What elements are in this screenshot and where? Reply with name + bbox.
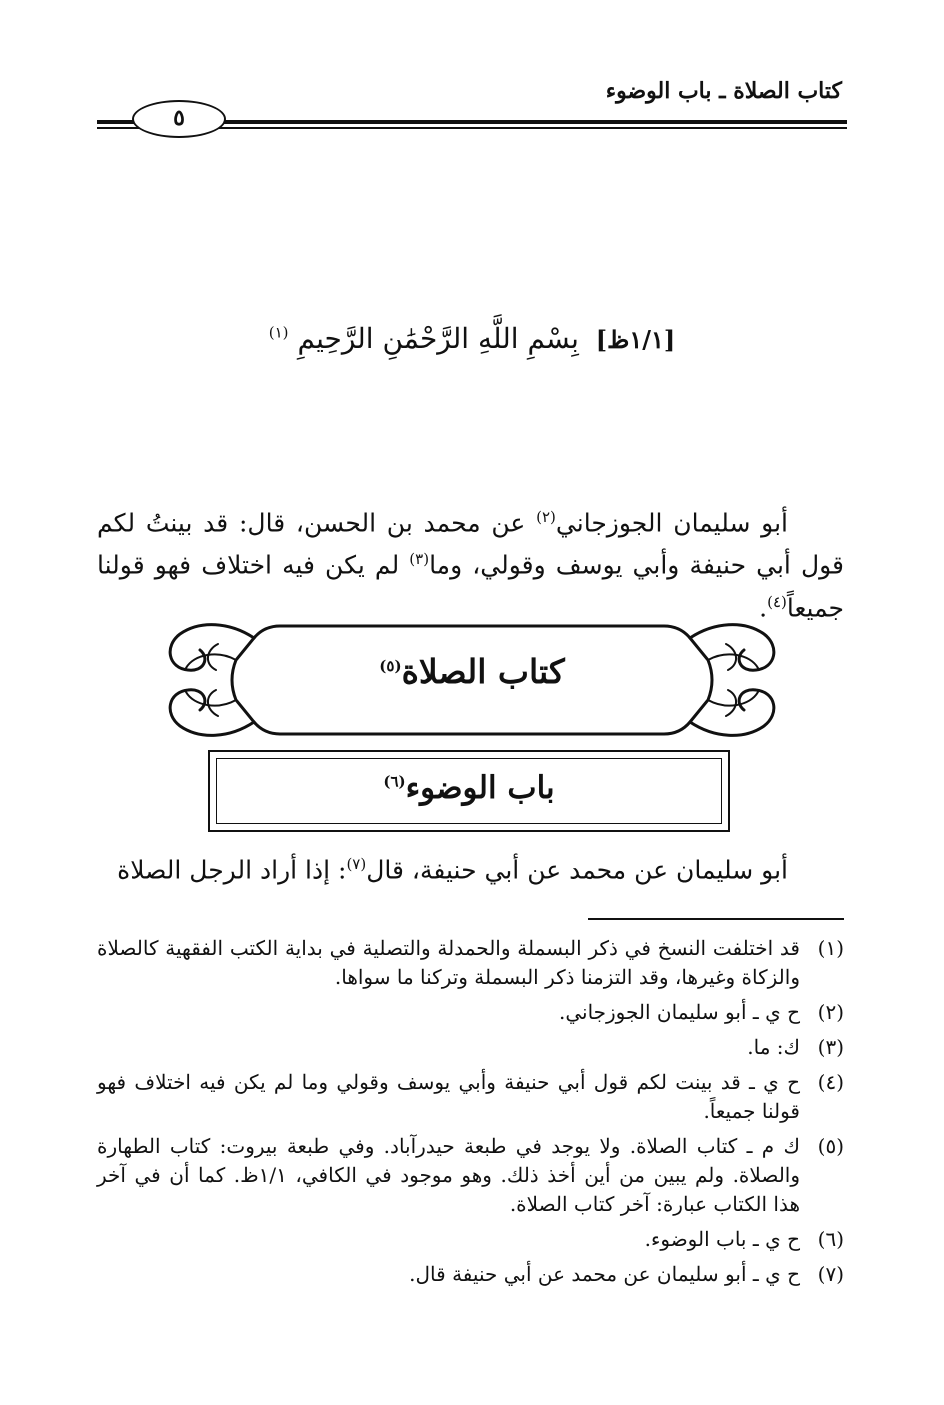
footnote: [97, 1068, 844, 1126]
footnote-ref-1: (١): [268, 323, 289, 342]
book-title: [262, 652, 682, 691]
footnote: [97, 1260, 844, 1289]
footnote: [97, 998, 844, 1027]
intro-paragraph: [97, 499, 844, 626]
footnote-separator: [588, 918, 844, 920]
chapter-title-text: باب الوضوء: [405, 770, 555, 806]
folio-reference: [١/١ظ]: [595, 325, 676, 354]
footnote-number: (١): [817, 936, 844, 960]
chapter-text-1: أبو سليمان عن محمد عن أبي حنيفة، قال: [366, 855, 788, 885]
footnote: [97, 1033, 844, 1062]
intro-text-2: عن محمد بن الحسن، قال: قد بينتُ لكم قول أبي حنيفة وأبي يوسف وقولي، وما: [97, 508, 844, 580]
basmala-line: [220, 322, 724, 355]
footnote: [97, 1225, 844, 1254]
footnote-text: ك: ما.: [747, 1035, 800, 1059]
footnote: [97, 1132, 844, 1219]
footnote-number: (٦): [817, 1227, 844, 1251]
book-title-text: كتاب الصلاة: [401, 652, 565, 691]
footnote-ref-2: (٢): [536, 508, 556, 526]
footnote-number: (٣): [817, 1035, 844, 1059]
footnote-text: ك م ـ كتاب الصلاة. ولا يوجد في طبعة حيدرآباد. وفي طبعة بيروت: كتاب الطهارة والصلاة. ولم يبين من أين أخذ ذلك. وهو موجود في الكافي، ١/١ظ. كما أن في آخر هذا الكتاب عبارة: آخر كتاب الصلاة.: [97, 1134, 800, 1216]
footnote: [97, 934, 844, 992]
chapter-title: [210, 770, 728, 806]
footnote-text: قد اختلفت النسخ في ذكر البسملة والحمدلة والتصلية في بداية الكتب الفقهية كالصلاة والزكاة وغيرها، وقد التزمنا ذكر البسملة وتركنا ما سواها.: [97, 936, 800, 989]
running-title: كتاب الصلاة ـ باب الوضوء: [605, 78, 842, 104]
footnote-ref-4: (٤): [767, 592, 787, 611]
footnote-text: ح ي ـ أبو سليمان الجوزجاني.: [558, 1000, 800, 1024]
footnote-text: ح ي ـ أبو سليمان عن محمد عن أبي حنيفة قال.: [409, 1262, 800, 1286]
footnote-ref-7: (٧): [346, 855, 367, 873]
footnote-text: ح ي ـ باب الوضوء.: [644, 1227, 800, 1251]
intro-text-3: لم يكن فيه اختلاف فهو قولنا جميعاً: [97, 550, 844, 622]
footnote-ref-3: (٣): [409, 550, 430, 569]
footnote-number: (٧): [817, 1262, 844, 1286]
footnotes: [97, 934, 844, 1295]
intro-text-1: أبو سليمان الجوزجاني: [555, 508, 788, 538]
footnote-ref-5: (٥): [379, 657, 402, 675]
footnote-number: (٤): [817, 1070, 844, 1094]
footnote-number: (٢): [817, 1000, 844, 1024]
footnote-text: ح ي ـ قد بينت لكم قول أبي حنيفة وأبي يوسف وقولي وما لم يكن فيه اختلاف فهو قولنا جميعاً.: [97, 1070, 800, 1123]
chapter-paragraph: [97, 846, 844, 888]
footnote-ref-6: (٦): [383, 772, 406, 791]
page-number: ٥: [132, 100, 226, 138]
basmala-text: بِسْمِ اللَّهِ الرَّحْمَٰنِ الرَّحِيمِ: [297, 322, 579, 355]
footnote-number: (٥): [817, 1134, 844, 1158]
intro-text-4: .: [759, 592, 768, 622]
chapter-text-2: : إذا أراد الرجل الصلاة: [117, 855, 347, 885]
